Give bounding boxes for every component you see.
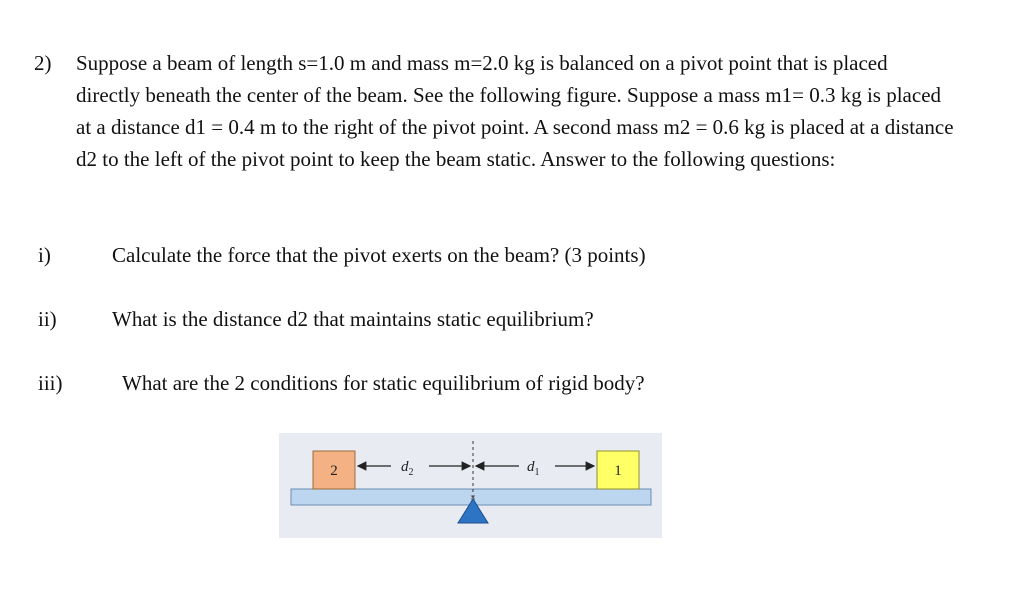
problem-number: 2) [34,51,52,75]
d1-label: $d_1$ [527,459,540,478]
question-label: iii) [38,371,63,395]
question-label: i) [38,243,51,267]
question-text: What is the distance d2 that maintains static equilibrium? [112,307,594,331]
d2-label: $d_2$ [401,459,414,478]
beam-figure [279,433,662,538]
mass-box-2-label: 2 [330,463,338,479]
problem-text: Suppose a beam of length s=1.0 m and mass m=2.0 kg is balanced on a pivot point that is placed directly beneath the center of the beam. See the following figure. Suppose a mass m1= 0.3 kg is placed at a distance d1 = 0.4 m to the right of the pivot point. A second mass m2 = 0.6 kg is placed at a distance d2 to the left of the pivot point to keep the beam static. Answer to the following questions: [76,51,954,171]
question-label: ii) [38,307,57,331]
problem-2 [34,47,954,175]
question-text: What are the 2 conditions for static equilibrium of rigid body? [122,371,645,395]
question-text: Calculate the force that the pivot exerts on the beam? (3 points) [112,243,646,267]
center-cross-mark: × [469,492,477,504]
mass-box-1-label: 1 [614,463,622,479]
